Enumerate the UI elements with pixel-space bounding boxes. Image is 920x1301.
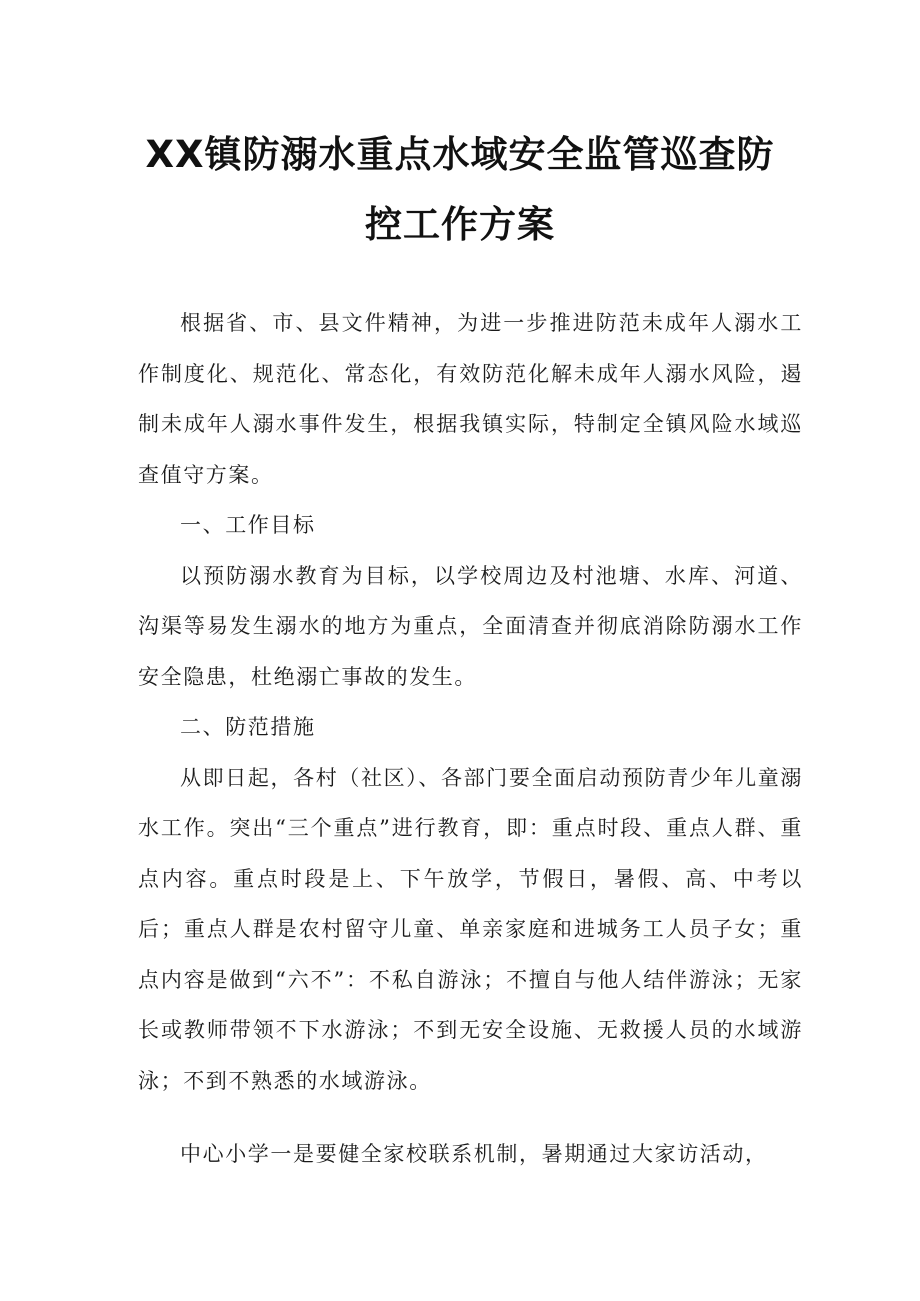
document-title-line-2: 控工作方案 [365, 203, 555, 246]
paragraph-school: 中心小学一是要健全家校联系机制，暑期通过大家访活动， [180, 1142, 768, 1166]
paragraph-measures: 从即日起，各村（社区）、各部门要全面启动预防青少年儿童溺水工作。突出“三个重点”进行教育，即：重点时段、重点人群、重点内容。重点时段是上、下午放学，节假日，暑假、高、中考以后；重点人群是农村留守儿童、单亲家庭和进城务工人员子女；重点内容是做到“六不”：不私自游泳；不擅自与他人结伴游泳；无家长或教师带领不下水游泳；不到无安全设施、无救援人员的水域游泳；不到不熟悉的水域游泳。 [138, 765, 803, 1093]
section-heading-measures: 二、防范措施 [180, 715, 316, 739]
section-heading-goals: 一、工作目标 [180, 513, 316, 537]
document-body [138, 298, 803, 1180]
paragraph-goals: 以预防溺水教育为目标，以学校周边及村池塘、水库、河道、沟渠等易发生溺水的地方为重点，全面清查并彻底消除防溺水工作安全隐患，杜绝溺亡事故的发生。 [138, 563, 803, 689]
paragraph-intro: 根据省、市、县文件精神，为进一步推进防范未成年人溺水工作制度化、规范化、常态化，有效防范化解未成年人溺水风险，遏制未成年人溺水事件发生，根据我镇实际，特制定全镇风险水域巡查值守方案。 [138, 311, 803, 487]
document-title-line-1: XX镇防溺水重点水域安全监管巡查防 [145, 133, 775, 176]
